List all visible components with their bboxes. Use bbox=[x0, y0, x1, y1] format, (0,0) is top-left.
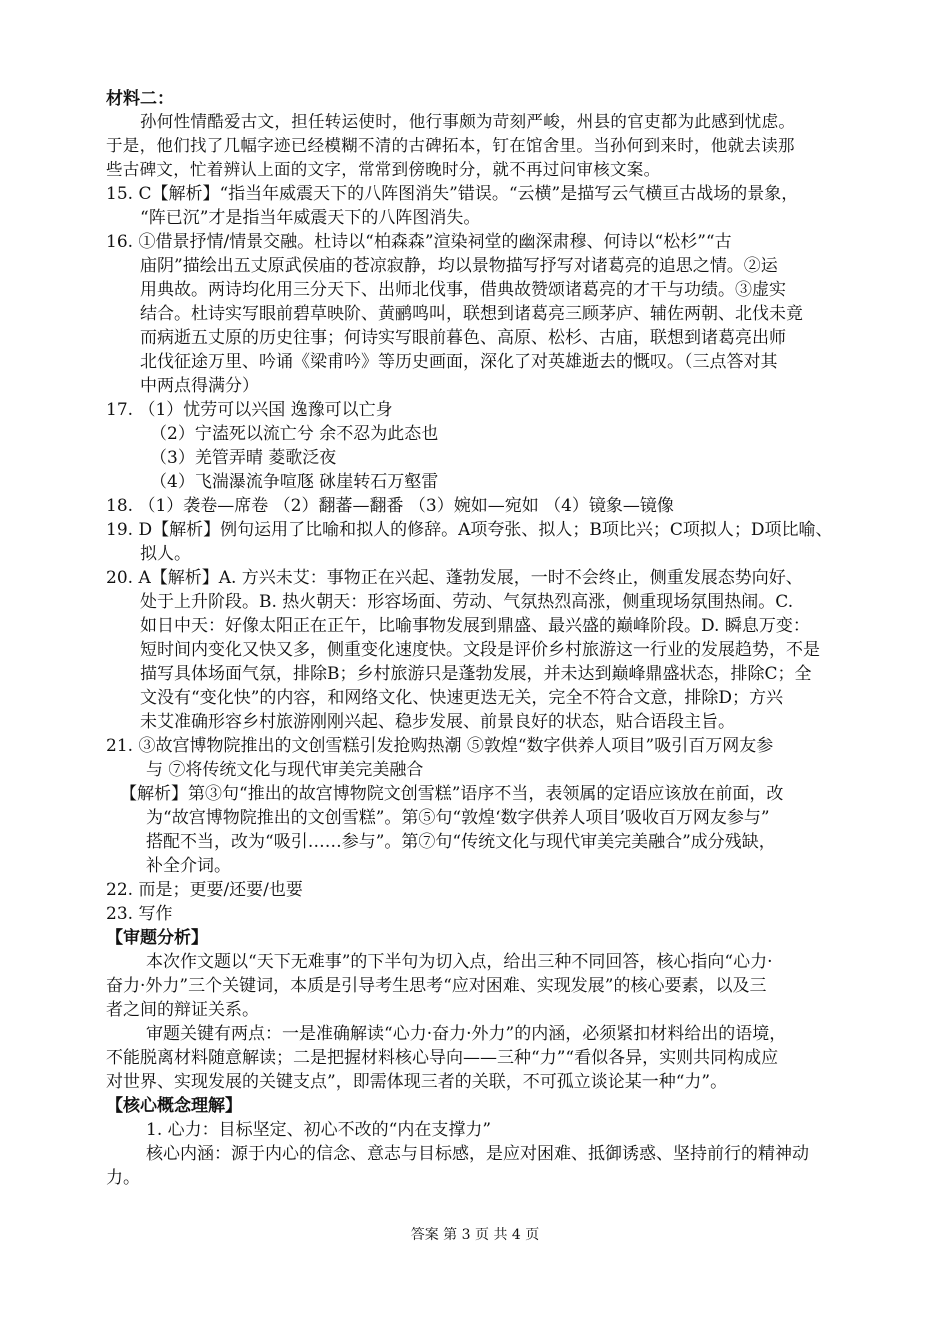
answer-22: 22. 而是；更要/还要/也要 bbox=[106, 880, 303, 900]
text-line: （2）宁溘死以流亡兮 余不忍为此态也 bbox=[150, 424, 439, 444]
text-line: 拟人。 bbox=[140, 544, 191, 564]
text-line: （3）羌管弄晴 菱歌泛夜 bbox=[150, 448, 337, 468]
text-line: 中两点得满分） bbox=[140, 376, 259, 396]
answer-15: 15. C【解析】“指当年威震天下的八阵图消失”错误。“云横”是描写云气横亘古战场的景象， bbox=[106, 184, 799, 204]
text-line: 未艾准确形容乡村旅游刚刚兴起、稳步发展、前景良好的状态，贴合语段主旨。 bbox=[140, 712, 735, 732]
text-line: 短时间内变化又快又多，侧重变化速度快。文段是评价乡村旅游这一行业的发展趋势，不是 bbox=[140, 640, 820, 660]
text-line: 庙阴”描绘出五丈原武侯庙的苍凉寂静，均以景物描写抒写对诸葛亮的追思之情。②运 bbox=[140, 256, 778, 276]
text-line: 文没有“变化快”的内容，和网络文化、快速更迭无关，完全不符合文意，排除D；方兴 bbox=[140, 688, 784, 708]
text-line: 补全介词。 bbox=[146, 856, 231, 876]
page-footer: 答案 第 3 页 共 4 页 bbox=[410, 1227, 540, 1243]
text-line: 搭配不当，改为“吸引……参与”。第⑦句“传统文化与现代审美完美融合”成分残缺， bbox=[146, 832, 776, 852]
text-line: 些古碑文，忙着辨认上面的文字，常常到傍晚时分，就不再过问审核文案。 bbox=[106, 160, 661, 179]
answer-21: 21. ③故宫博物院推出的文创雪糕引发抢购热潮 ⑤敦煌“数字供养人项目”吸引百万网友参 bbox=[106, 736, 774, 756]
text-line: 如日中天：好像太阳正在正午，比喻事物发展到鼎盛、最兴盛的巅峰阶段。D. 瞬息万变： bbox=[140, 616, 810, 636]
text-line: 核心内涵：源于内心的信念、意志与目标感，是应对困难、抵御诱惑、坚持前行的精神动 bbox=[146, 1144, 809, 1164]
text-line: （4）飞湍瀑流争喧豗 砯崖转石万壑雷 bbox=[150, 472, 439, 492]
text-line: 力。 bbox=[106, 1168, 140, 1188]
text-line: 本次作文题以“天下无难事”的下半句为切入点，给出三种不同回答，核心指向“心力· bbox=[146, 952, 773, 972]
text-line: 北伐征途万里、吟诵《梁甫吟》等历史画面，深化了对英雄逝去的慨叹。（三点答对其 bbox=[140, 352, 778, 372]
text-line: 1. 心力：目标坚定、初心不改的“内在支撑力” bbox=[146, 1120, 492, 1140]
text-line: 孙何性情酷爱古文，担任转运使时，他行事颇为苛刻严峻，州县的官吏都为此感到忧虑。 bbox=[140, 112, 796, 131]
text-line: “阵已沉”才是指当年威震天下的八阵图消失。 bbox=[140, 208, 481, 228]
text-line: 审题关键有两点：一是准确解读“心力·奋力·外力”的内涵，必须紧扣材料给出的语境， bbox=[146, 1024, 787, 1044]
material-two-heading: 材料二： bbox=[106, 89, 174, 109]
text-line: 处于上升阶段。B. 热火朝天：形容场面、劳动、气氛热烈高涨，侧重现场氛围热闹。C. bbox=[140, 592, 794, 612]
text-line: 与 ⑦将传统文化与现代审美完美融合 bbox=[146, 760, 424, 780]
answer-20: 20. A【解析】A. 方兴未艾：事物正在兴起、蓬勃发展，一时不会终止，侧重发展态势向好、 bbox=[106, 568, 803, 588]
text-line: 【解析】第③句“推出的故宫博物院文创雪糕”语序不当，表领属的定语应该放在前面，改 bbox=[120, 784, 784, 804]
text-line: 奋力·外力”三个关键词，本质是引导考生思考“应对困难、实现发展”的核心要素，以及三 bbox=[106, 976, 767, 996]
text-line: 结合。杜诗实写眼前碧草映阶、黄鹂鸣叫，联想到诸葛亮三顾茅庐、辅佐两朝、北伐未竟 bbox=[140, 304, 803, 324]
text-line: 描写具体场面气氛，排除B；乡村旅游只是蓬勃发展，并未达到巅峰鼎盛状态，排除C；全 bbox=[140, 664, 812, 684]
text-line: 用典故。两诗均化用三分天下、出师北伐事，借典故赞颂诸葛亮的才干与功绩。③虚实 bbox=[140, 280, 786, 300]
section-heading: 【核心概念理解】 bbox=[106, 1096, 242, 1116]
section-heading: 【审题分析】 bbox=[106, 928, 208, 948]
text-line: 者之间的辩证关系。 bbox=[106, 1000, 259, 1020]
answer-16: 16. ①借景抒情/情景交融。杜诗以“柏森森”渲染祠堂的幽深肃穆、何诗以“松杉”“古 bbox=[106, 232, 732, 252]
answer-19: 19. D【解析】例句运用了比喻和拟人的修辞。A项夸张、拟人；B项比兴；C项拟人；D项比喻、 bbox=[106, 520, 833, 540]
text-line: 为“故宫博物院推出的文创雪糕”。第⑤句“敦煌‘数字供养人项目’吸收百万网友参与” bbox=[146, 808, 770, 828]
text-line: 对世界、实现发展的关键支点”，即需体现三者的关联，不可孤立谈论某一种“力”。 bbox=[106, 1072, 728, 1092]
answer-17: 17. （1）忧劳可以兴国 逸豫可以亡身 bbox=[106, 400, 393, 420]
text-line: 不能脱离材料随意解读；二是把握材料核心导向——三种“力”“看似各异，实则共同构成应 bbox=[106, 1048, 779, 1068]
text-line: 于是，他们找了几幅字迹已经模糊不清的古碑拓本，钉在馆舍里。当孙何到来时，他就去读那 bbox=[106, 136, 795, 155]
answer-18: 18. （1）袭卷—席卷 （2）翻蕃—翻番 （3）婉如—宛如 （4）镜象—镜像 bbox=[106, 496, 674, 516]
text-line: 而病逝五丈原的历史往事；何诗实写眼前暮色、高原、松杉、古庙，联想到诸葛亮出师 bbox=[140, 328, 786, 348]
answer-23: 23. 写作 bbox=[106, 904, 173, 924]
